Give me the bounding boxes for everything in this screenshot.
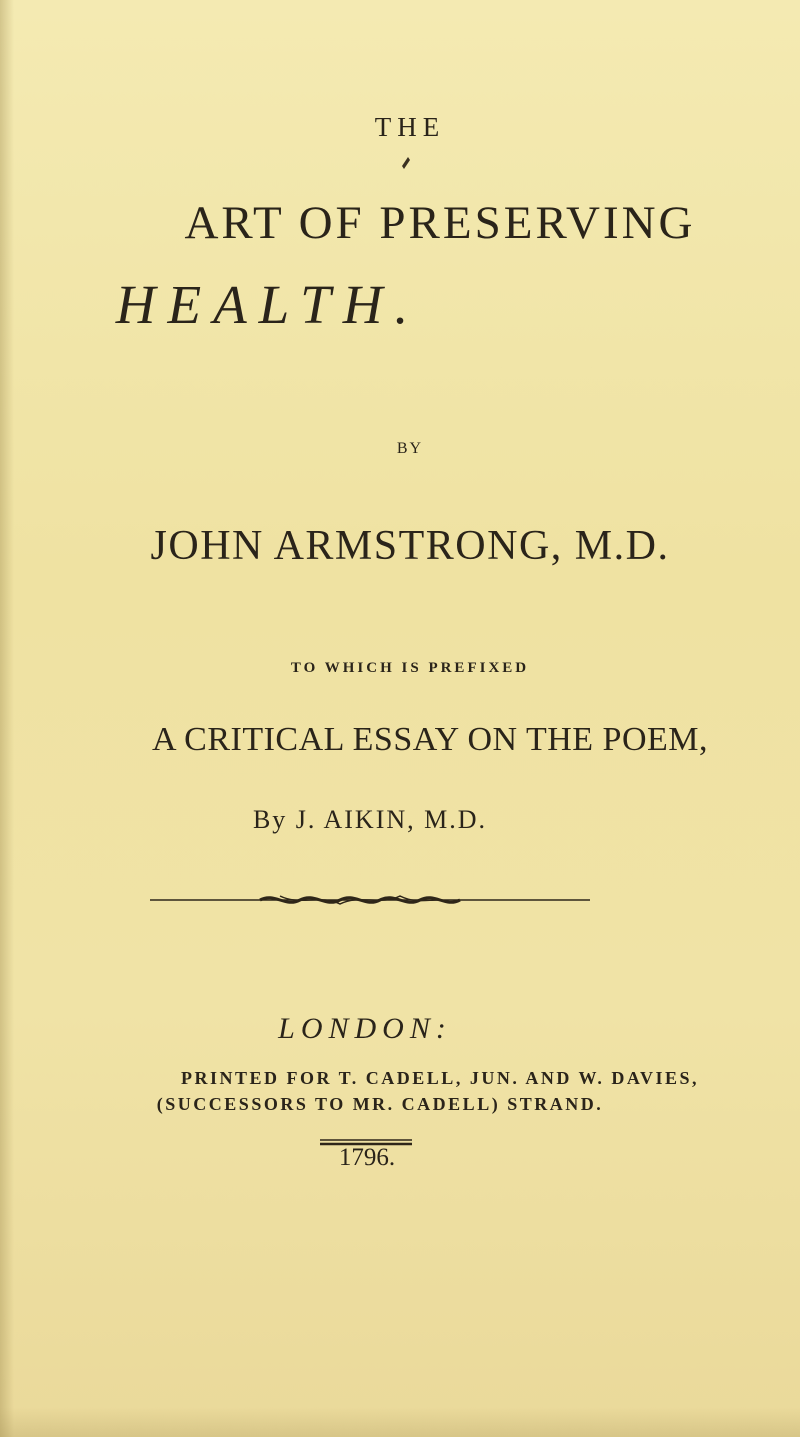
essay-title: A CRITICAL ESSAY ON THE POEM, <box>151 721 709 758</box>
imprint-line-1: PRINTED FOR T. CADELL, JUN. AND W. DAVIES, <box>180 1068 700 1088</box>
imprint-line-2: (SUCCESSORS TO MR. CADELL) STRAND. <box>156 1094 604 1114</box>
ornamental-rule-icon <box>150 888 590 912</box>
essay-author: By J. AIKIN, M.D. <box>252 805 488 834</box>
author-name: JOHN ARMSTRONG, M.D. <box>150 523 670 569</box>
publication-year: 1796. <box>338 1144 396 1171</box>
page-bottom-edge-shadow <box>0 1407 800 1437</box>
small-ornament-icon <box>401 156 411 170</box>
title-line-1: ART OF PRESERVING <box>184 197 696 249</box>
imprint-city: LONDON: <box>278 1012 452 1045</box>
by-label: BY <box>396 440 424 457</box>
prefixed-note: TO WHICH IS PREFIXED <box>290 660 530 676</box>
title-the: THE <box>374 112 446 142</box>
title-line-2: HEALTH. <box>115 274 421 335</box>
